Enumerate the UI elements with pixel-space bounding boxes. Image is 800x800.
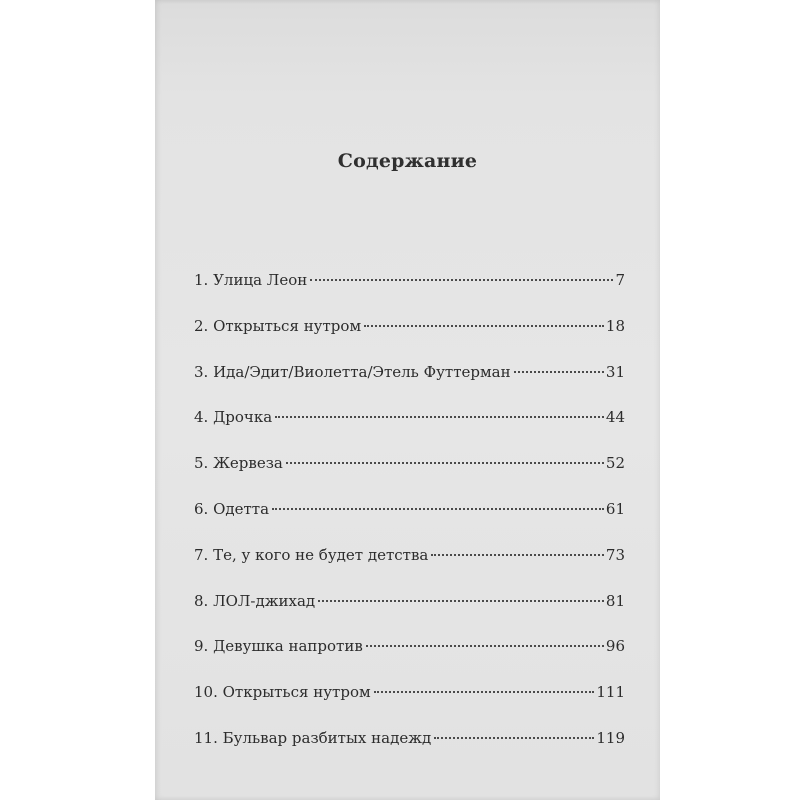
toc-entry xyxy=(194,271,625,293)
toc-entry-title: 8. ЛОЛ-джихад xyxy=(194,591,316,610)
toc-entry xyxy=(194,729,625,751)
toc-entry-title: 11. Бульвар разбитых надежд xyxy=(194,728,432,747)
toc-entry-page: 119 xyxy=(596,728,625,747)
book-page xyxy=(155,0,660,800)
dot-leader xyxy=(431,554,604,556)
toc-entry-title: 2. Открыться нутром xyxy=(194,316,362,335)
toc-entry xyxy=(194,637,625,659)
toc-entry-title: 7. Те, у кого не будет детства xyxy=(194,545,429,564)
dot-leader xyxy=(364,325,604,327)
toc-entry xyxy=(194,500,625,522)
toc-entry-page: 81 xyxy=(605,591,625,610)
toc-entry-title: 6. Одетта xyxy=(194,499,270,518)
toc-entry-page: 31 xyxy=(605,362,625,381)
toc-entry-page: 73 xyxy=(605,545,625,564)
toc-entry-page: 96 xyxy=(605,637,625,656)
dot-leader xyxy=(514,371,604,373)
toc-entry-page: 61 xyxy=(605,499,625,518)
toc-entry-page: 44 xyxy=(605,408,625,427)
dot-leader xyxy=(318,600,604,602)
dot-leader xyxy=(366,645,604,647)
toc-entry xyxy=(194,363,625,385)
toc-entry xyxy=(194,408,625,430)
toc-entry xyxy=(194,546,625,568)
dot-leader xyxy=(310,279,613,281)
toc-entry xyxy=(194,683,625,705)
dot-leader xyxy=(275,416,604,418)
table-of-contents xyxy=(194,271,625,775)
toc-entry-page: 7 xyxy=(615,271,625,289)
toc-entry-title: 5. Жервеза xyxy=(194,454,283,473)
dot-leader xyxy=(286,462,604,464)
toc-entry-title: 1. Улица Леон xyxy=(194,271,308,289)
toc-entry-page: 111 xyxy=(596,683,625,702)
toc-entry xyxy=(194,592,625,614)
dot-leader xyxy=(434,737,594,739)
toc-entry-title: 3. Ида/Эдит/Виолетта/Этель Футтерман xyxy=(194,362,511,381)
dot-leader xyxy=(374,691,595,693)
toc-entry xyxy=(194,454,625,476)
page-title: Содержание xyxy=(337,150,478,172)
toc-entry-title: 4. Дрочка xyxy=(194,408,273,427)
dot-leader xyxy=(272,508,604,510)
toc-entry xyxy=(194,317,625,339)
toc-entry-title: 10. Открыться нутром xyxy=(194,683,371,702)
toc-entry-page: 18 xyxy=(605,316,625,335)
toc-entry-page: 52 xyxy=(605,454,625,473)
toc-entry-title: 9. Девушка напротив xyxy=(194,637,363,656)
